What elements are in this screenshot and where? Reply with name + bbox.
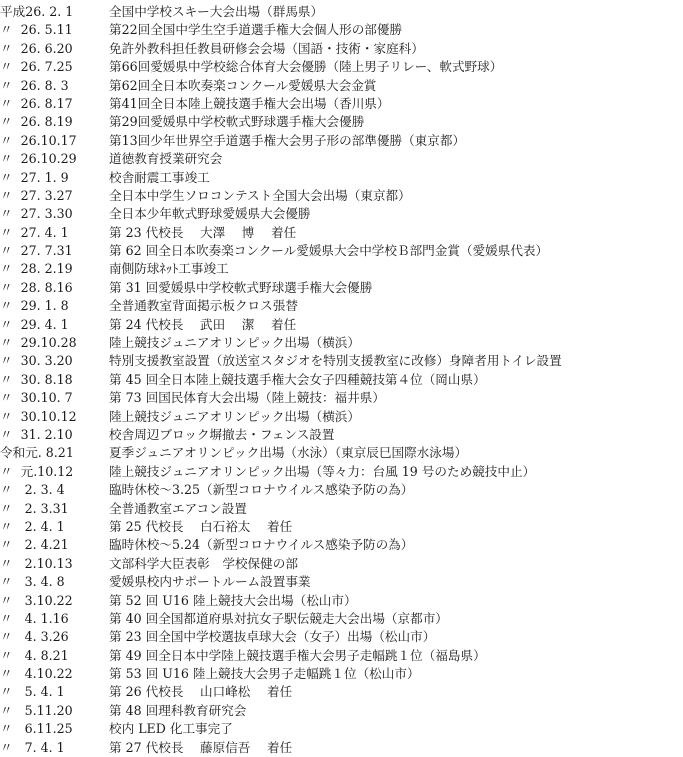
entry-date: 〃 27. 3.27 — [0, 187, 73, 203]
entry-event: 第 73 回国民体育大会出場（陸上競技：福井県） — [109, 390, 385, 406]
entry-date: 〃 2. 3.31 — [0, 500, 69, 516]
entry-event: 第62回全日本吹奏楽コンクール愛媛県大会金賞 — [109, 77, 377, 93]
entry-date: 〃 29.10.28 — [0, 335, 77, 351]
entry-event: 特別支援教室設置（放送室スタジオを特別支援教室に改修）身障者用トイレ設置 — [109, 353, 562, 369]
entry-date: 〃 26.10.29 — [0, 151, 77, 167]
entry-event: 陸上競技ジュニアオリンピック出場（横浜） — [109, 335, 360, 351]
entry-event: 第66回愛媛県中学校総合体育大会優勝（陸上男子リレー、軟式野球） — [109, 59, 503, 75]
history-entry — [0, 352, 683, 370]
entry-date: 〃 26. 8.17 — [0, 95, 73, 111]
history-entry — [0, 518, 683, 536]
entry-event: 第 48 回理科教育研究会 — [109, 702, 247, 718]
entry-event: 第 45 回全日本陸上競技選手権大会女子四種競技第４位（岡山県） — [109, 371, 486, 387]
history-entry — [0, 720, 683, 738]
entry-event: 第 62 回全日本吹奏楽コンクール愛媛県大会中学校Ｂ部門金賞（愛媛県代表） — [109, 243, 549, 259]
history-entry — [0, 113, 683, 131]
history-entry — [0, 40, 683, 58]
entry-date: 〃 27. 3.30 — [0, 206, 73, 222]
history-entry — [0, 316, 683, 334]
history-entry — [0, 58, 683, 76]
history-entry — [0, 205, 683, 223]
history-entry — [0, 500, 683, 518]
entry-event: 愛媛県校内サポートルーム設置事業 — [109, 574, 311, 590]
entry-date: 〃 3. 4. 8 — [0, 574, 65, 590]
history-entry — [0, 389, 683, 407]
entry-date: 〃 27. 7.31 — [0, 243, 73, 259]
history-entry — [0, 683, 683, 701]
entry-event: 南側防球ﾈｯﾄ工事竣工 — [109, 261, 229, 277]
entry-date: 〃 26. 5.11 — [0, 22, 73, 38]
history-entry — [0, 702, 683, 720]
history-entry — [0, 573, 683, 591]
entry-date: 〃 29. 4. 1 — [0, 316, 69, 332]
history-entry — [0, 665, 683, 683]
entry-event: 全普通教室エアコン設置 — [109, 500, 247, 516]
entry-date: 〃 28. 2.19 — [0, 261, 73, 277]
entry-event: 陸上競技ジュニアオリンピック出場（横浜） — [109, 408, 360, 424]
history-entry — [0, 150, 683, 168]
entry-event: 全日本少年軟式野球愛媛県大会優勝 — [109, 206, 311, 222]
history-entry — [0, 297, 683, 315]
entry-event: 第29回愛媛県中学校軟式野球選手権大会優勝 — [109, 114, 365, 130]
history-entry — [0, 444, 683, 462]
entry-date: 〃 2. 4.21 — [0, 537, 69, 553]
entry-date: 平成26. 2. 1 — [0, 4, 74, 19]
entry-event: 全普通教室背面掲示板クロス張替 — [109, 298, 298, 314]
entry-date: 〃 26. 6.20 — [0, 40, 73, 56]
entry-event: 全日本中学生ソロコンテスト全国大会出場（東京都） — [109, 187, 411, 203]
history-entry — [0, 628, 683, 646]
entry-date: 〃 31. 2.10 — [0, 426, 73, 442]
history-entry — [0, 739, 683, 757]
entry-date: 〃 7. 4. 1 — [0, 739, 65, 755]
history-entry — [0, 279, 683, 297]
history-entry — [0, 536, 683, 554]
entry-event: 第 23 代校長 大澤 博 着任 — [109, 224, 297, 240]
entry-date: 〃 3.10.22 — [0, 592, 73, 608]
entry-event: 第 25 代校長 白石裕太 着任 — [109, 518, 293, 534]
history-entry — [0, 77, 683, 95]
entry-event: 第 53 回 U16 陸上競技大会男子走幅跳１位（松山市） — [109, 666, 420, 682]
entry-event: 夏季ジュニアオリンピック出場（水泳）（東京辰巳国際水泳場） — [109, 445, 468, 461]
history-entry — [0, 481, 683, 499]
history-entry — [0, 408, 683, 426]
history-entry — [0, 371, 683, 389]
entry-event: 校舎耐震工事竣工 — [109, 169, 210, 185]
entry-event: 第 49 回全日本中学陸上競技選手権大会男子走幅跳１位（福島県） — [109, 647, 486, 663]
entry-event: 文部科学大臣表彰 学校保健の部 — [109, 555, 298, 571]
entry-event: 校舎周辺ブロック塀撤去・フェンス設置 — [109, 426, 335, 442]
entry-event: 臨時休校～5.24（新型コロナウイルス感染予防の為） — [109, 537, 414, 553]
history-entry — [0, 3, 683, 21]
entry-event: 第 40 回全国都道府県対抗女子駅伝競走大会出場（京都市） — [109, 610, 448, 626]
history-entry — [0, 592, 683, 610]
entry-event: 道徳教育授業研究会 — [109, 151, 223, 167]
entry-date: 〃 26. 8.19 — [0, 114, 73, 130]
entry-event: 第 52 回 U16 陸上競技大会出場（松山市） — [109, 592, 357, 608]
entry-event: 校内 LED 化工事完了 — [109, 721, 233, 737]
history-entry — [0, 555, 683, 573]
entry-date: 〃 27. 4. 1 — [0, 224, 69, 240]
history-entry — [0, 610, 683, 628]
entry-event: 陸上競技ジュニアオリンピック出場（等々力：台風 19 号のため競技中止） — [109, 463, 536, 479]
history-entry — [0, 187, 683, 205]
history-entry — [0, 242, 683, 260]
school-history-list — [0, 3, 683, 757]
entry-date: 〃 28. 8.16 — [0, 279, 73, 295]
entry-date: 〃 30. 8.18 — [0, 371, 73, 387]
entry-event: 第13回少年世界空手道選手権大会男子形の部準優勝（東京都） — [109, 132, 466, 148]
entry-date: 〃 30. 3.20 — [0, 353, 73, 369]
entry-date: 〃 6.11.25 — [0, 721, 73, 737]
entry-event: 免許外教科担任教員研修会会場（国語・技術・家庭科） — [109, 40, 424, 56]
entry-event: 第 27 代校長 藤原信吾 着任 — [109, 739, 293, 755]
entry-date: 〃 26. 8. 3 — [0, 77, 69, 93]
history-entry — [0, 260, 683, 278]
entry-date: 〃 4. 1.16 — [0, 610, 69, 626]
entry-date: 〃 5. 4. 1 — [0, 684, 65, 700]
entry-date: 〃 5.11.20 — [0, 702, 73, 718]
entry-event: 臨時休校～3.25（新型コロナウイルス感染予防の為） — [109, 482, 414, 498]
entry-event: 第 26 代校長 山口峰松 着任 — [109, 684, 293, 700]
entry-date: 〃 2. 3. 4 — [0, 482, 65, 498]
entry-date: 〃 26.10.17 — [0, 132, 77, 148]
entry-event: 第 23 回全国中学校選抜卓球大会（女子）出場（松山市） — [109, 629, 436, 645]
entry-date: 〃 4. 8.21 — [0, 647, 69, 663]
entry-date: 〃 30.10. 7 — [0, 390, 73, 406]
history-entry — [0, 169, 683, 187]
entry-date: 〃 2. 4. 1 — [0, 518, 65, 534]
history-entry — [0, 21, 683, 39]
entry-event: 第 24 代校長 武田 潔 着任 — [109, 316, 297, 332]
entry-date: 〃 27. 1. 9 — [0, 169, 69, 185]
entry-date: 〃 30.10.12 — [0, 408, 77, 424]
history-entry — [0, 132, 683, 150]
history-entry — [0, 463, 683, 481]
entry-event: 全国中学校スキー大会出場（群馬県） — [109, 4, 324, 19]
entry-date: 〃 元.10.12 — [0, 463, 74, 479]
entry-date: 〃 26. 7.25 — [0, 59, 73, 75]
entry-event: 第22回全国中学生空手道選手権大会個人形の部優勝 — [109, 22, 403, 38]
entry-date: 〃 29. 1. 8 — [0, 298, 69, 314]
history-entry — [0, 647, 683, 665]
entry-date: 〃 4. 3.26 — [0, 629, 69, 645]
history-entry — [0, 334, 683, 352]
history-entry — [0, 95, 683, 113]
history-entry — [0, 224, 683, 242]
entry-date: 〃 2.10.13 — [0, 555, 73, 571]
entry-event: 第 31 回愛媛県中学校軟式野球選手権大会優勝 — [109, 279, 373, 295]
history-entry — [0, 426, 683, 444]
entry-event: 第41回全日本陸上競技選手権大会出場（香川県） — [109, 95, 390, 111]
entry-date: 〃 4.10.22 — [0, 666, 73, 682]
entry-date: 令和元. 8.21 — [0, 445, 74, 461]
